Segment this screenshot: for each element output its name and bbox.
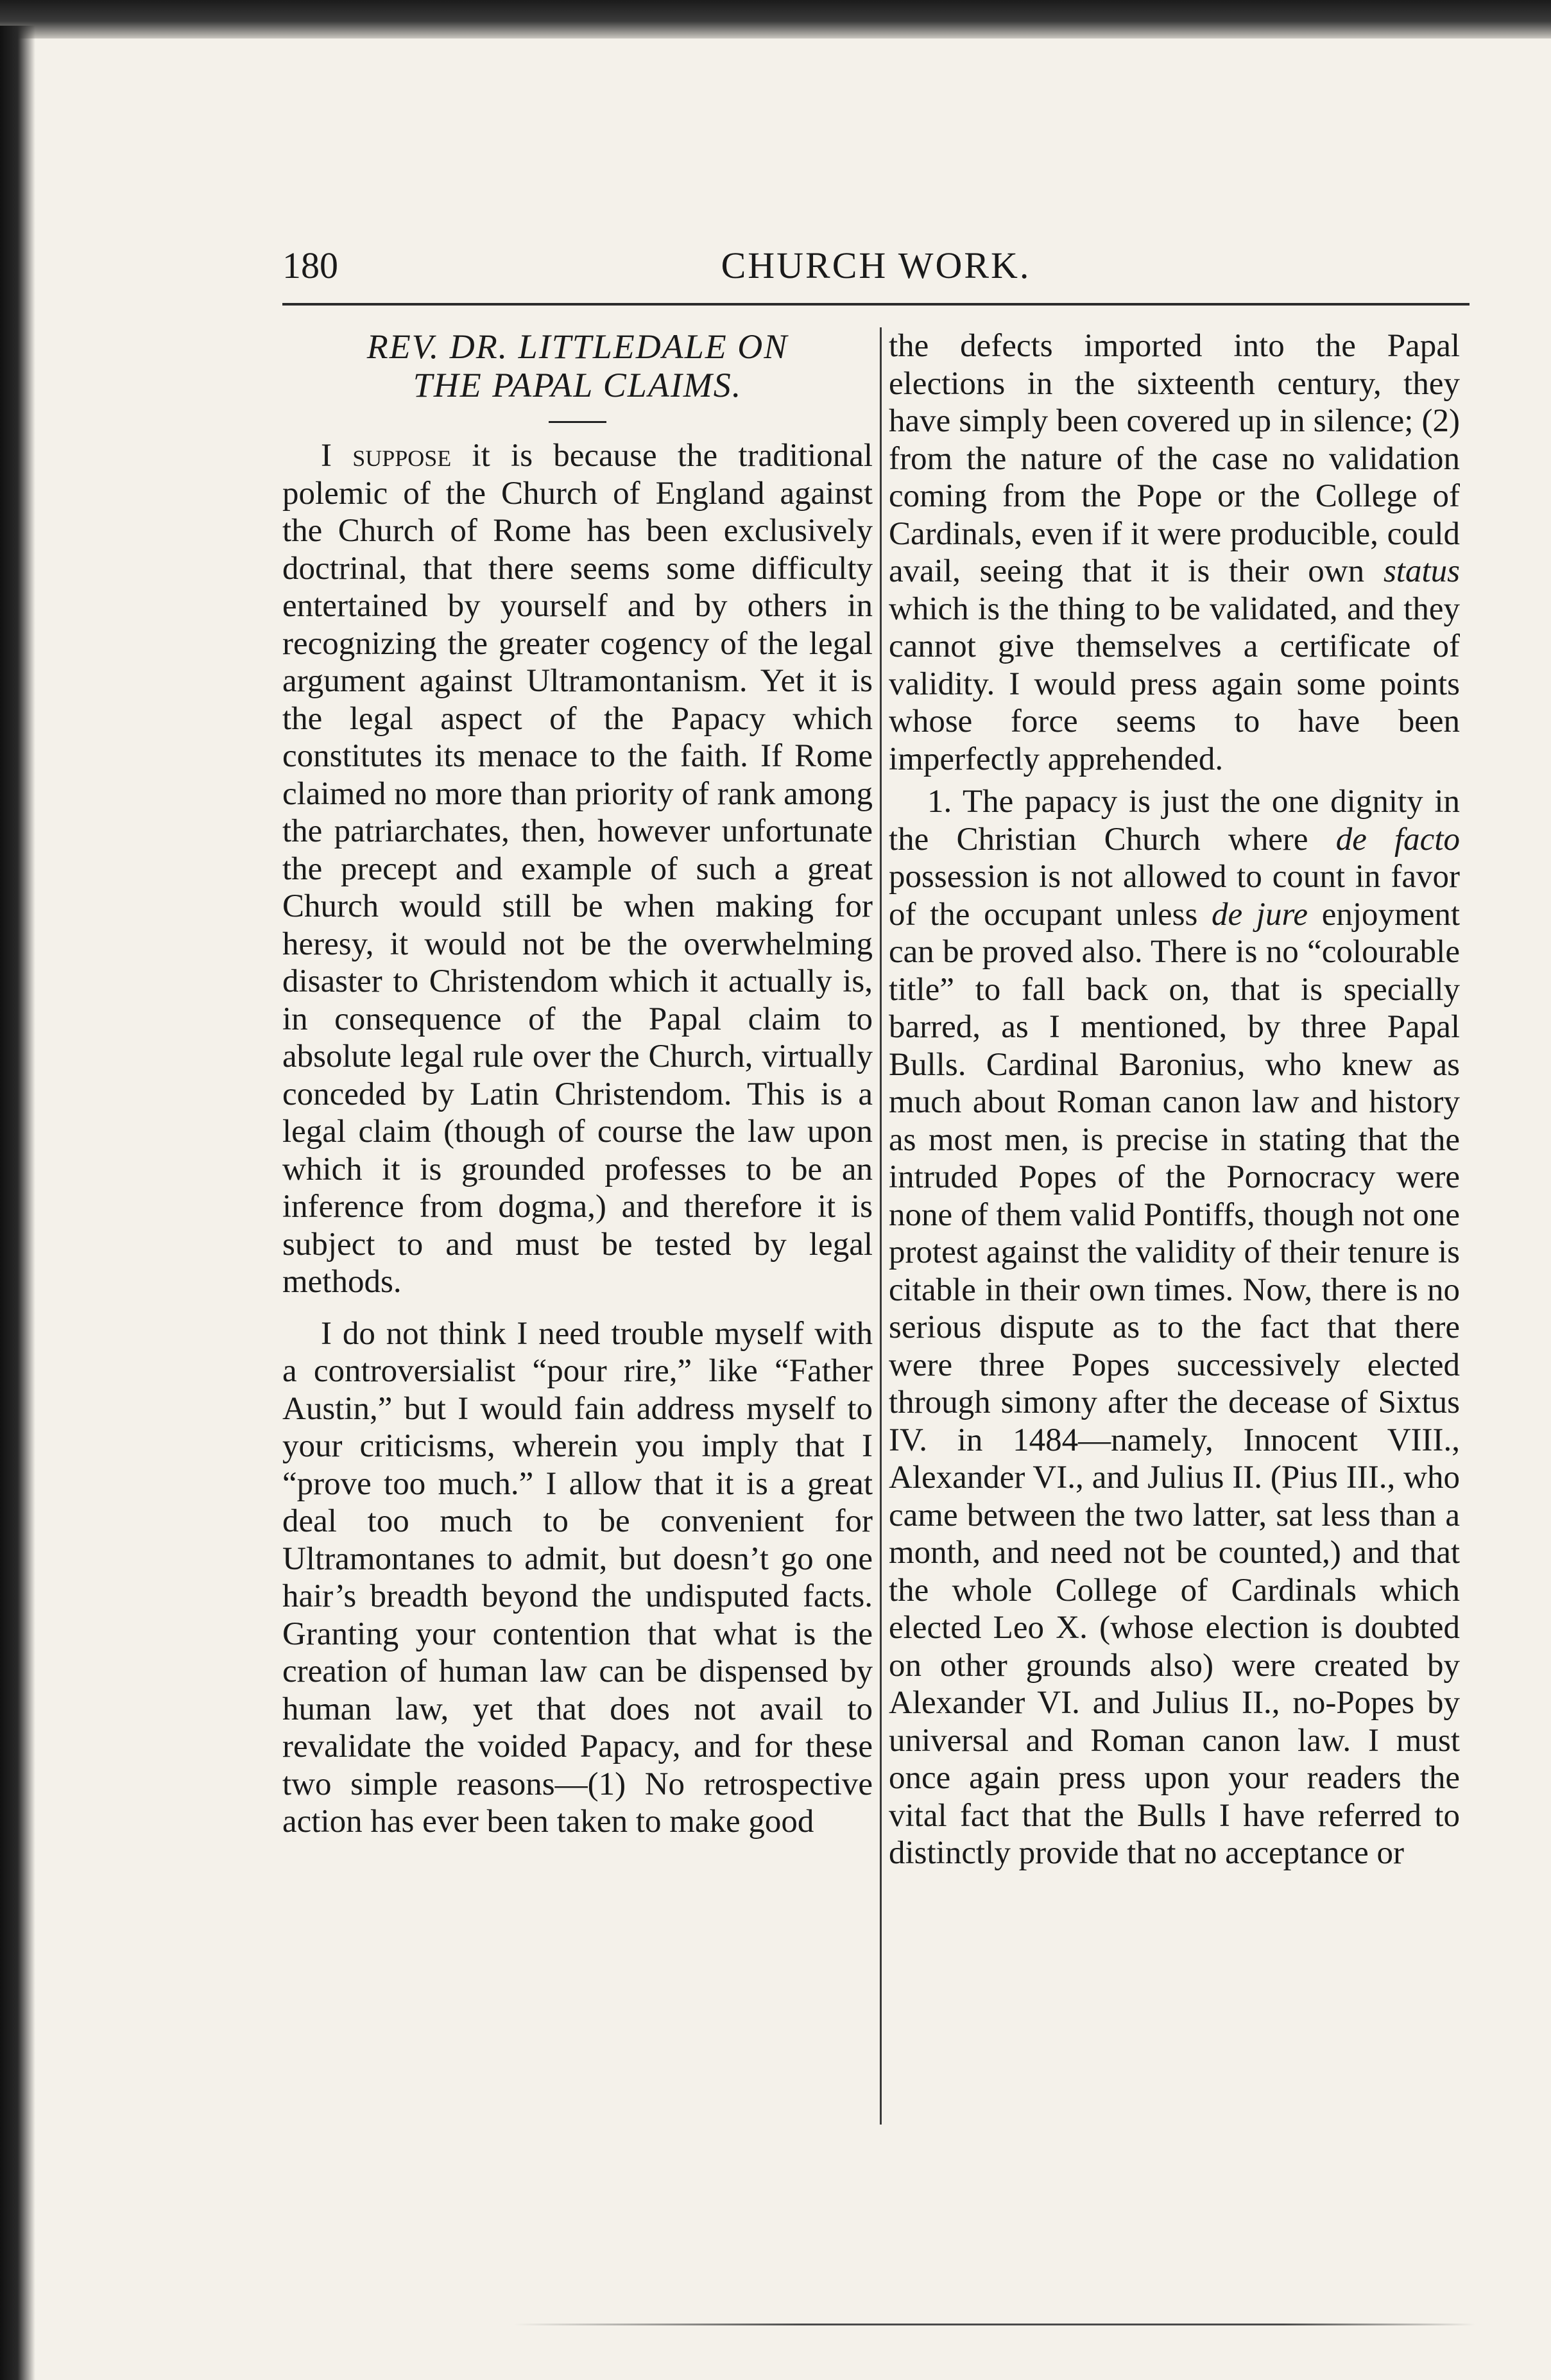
paragraph-1: [282, 437, 873, 1301]
page-top-edge: [0, 0, 1551, 39]
paragraph-2: I do not think I need trouble myself with a controversialist “pour rire,” like “Father Austin,” but I would fain address myself to your criticisms, wherein you imply that I “prove too much.” I allow that it is a great deal too much to be convenient for Ultramontanes to admit, but doesn’t go one hair’s breadth beyond the undisputed facts. Granting your contention that what is the creation of human law can be dispensed by human law, yet that does not avail to revalidate the voided Papacy, and for these two simple reasons—(1) No retrospective action has ever been taken to make good: [282, 1315, 873, 1840]
running-title: CHURCH WORK.: [721, 245, 1031, 286]
page-binding-shadow: [0, 26, 35, 2380]
column-divider: [880, 327, 882, 2125]
page-header: [282, 244, 1470, 295]
paragraph-1-lead: I suppose: [321, 438, 452, 474]
paragraph-3: [889, 327, 1460, 778]
paragraph-1-body: it is because the traditional polemic of the Church of England against the Church of Rome has been exclusively doctrinal, that there seems some difficulty entertained by yourself and by others in recognizing the greater cogency of the legal argument against Ultramontanism. Yet it is the legal aspect of the Papacy which constitutes its menace to the faith. If Rome claimed no more than priority of rank among the patriarchates, then, however unfortunate the precept and example of such a great Church would still be when making for heresy, it would not be the overwhelming disaster to Christendom which it actually is, in consequence of the Papal claim to absolute legal rule over the Church, virtually conceded by Latin Christendom. This is a legal claim (though of course the law upon which it is grounded professes to be an inference from dogma,) and therefore it is subject to and must be tested by legal methods.: [282, 438, 873, 1300]
article-title-line-1: REV. DR. LITTLEDALE ON: [366, 327, 789, 366]
article-title-line-2: THE PAPAL CLAIMS.: [413, 366, 742, 404]
page-number: 180: [282, 245, 338, 286]
paragraph-4-part-b: possession is not allowed to count in favor of the occupant unless: [889, 859, 1460, 933]
header-rule: [282, 303, 1470, 306]
paragraph-4-part-a: 1. The papacy is just the one dignity in the Christian Church where: [889, 784, 1460, 858]
paragraph-3-part-a: the defects imported into the Papal elections in the sixteenth century, they have simply been covered up in silence; (2) from the nature of the case no validation coming from the Pope or the College of Cardinals, even if it were producible, could avail, seeing that it is their own: [889, 328, 1460, 589]
article-title: [282, 327, 873, 404]
paragraph-4-part-c: enjoyment can be proved also. There is no “colourable title” to fall back on, that is specially barred, as I mentioned, by three Papal Bulls. Cardinal Baronius, who knew as much about Roman canon law and history as most men, is precise in stating that the intruded Popes of the Pornocracy were none of them valid Pontiffs, though not one protest against the validity of their tenure is citable in their own times. Now, there is no serious dispute as to the fact that there were three Popes successively elected through simony after the decease of Sixtus IV. in 1484—namely, Innocent VIII., Alexander VI., and Julius II. (Pius III., who came between the two latter, sat less than a month, and need not be counted,) and that the whole College of Cardinals which elected Leo X. (whose election is doubted on other grounds also) were created by Alexander VI. and Julius II., no-Popes by universal and Roman canon law. I must once again press upon your readers the vital fact that the Bulls I have referred to distinctly provide that no acceptance or: [889, 896, 1460, 1871]
paragraph-3-emphasis: status: [1383, 553, 1460, 589]
left-column: [282, 327, 873, 2137]
paragraph-4: [889, 783, 1460, 1872]
page-bottom-mark: [513, 2324, 1476, 2325]
paragraph-3-part-b: which is the thing to be validated, and they cannot give themselves a certificate of validity. I would press again some points whose force seems to have been imperfectly apprehended.: [889, 591, 1460, 777]
paragraph-4-emphasis-1: de facto: [1335, 821, 1460, 858]
title-rule: [549, 421, 606, 423]
right-column: [889, 327, 1460, 2137]
paragraph-4-emphasis-2: de jure: [1212, 896, 1308, 933]
